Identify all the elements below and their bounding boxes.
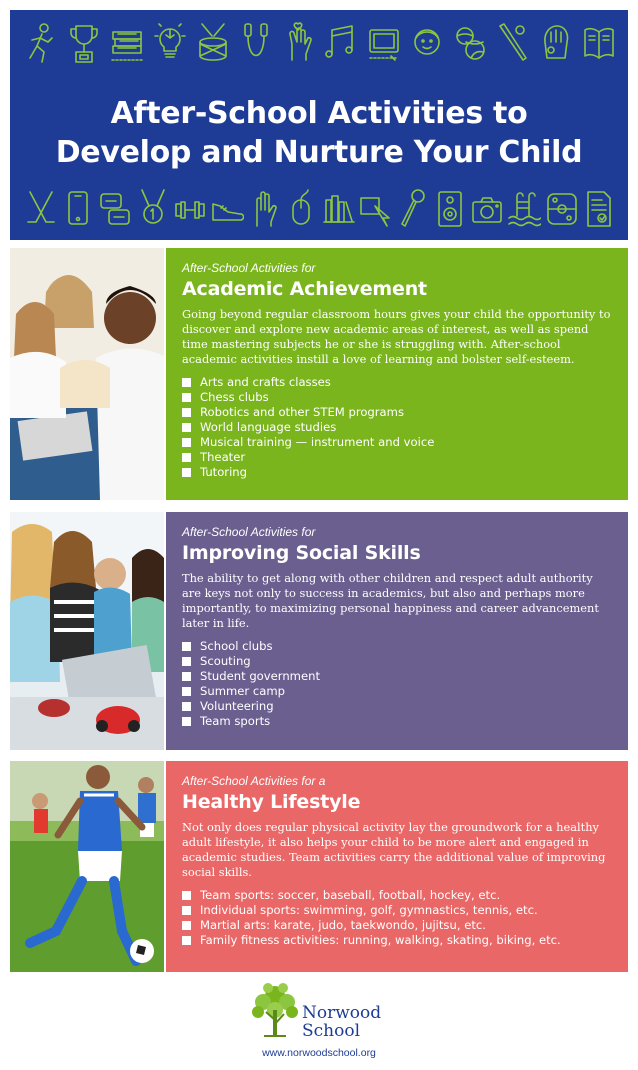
pointer-icon bbox=[359, 186, 393, 232]
list-item: Volunteering bbox=[182, 699, 614, 714]
academic-achievement-panel bbox=[166, 248, 628, 500]
music-notes-icon bbox=[324, 20, 358, 66]
activity-list bbox=[182, 639, 614, 729]
section-heading: Academic Achievement bbox=[182, 278, 427, 300]
list-item: Summer camp bbox=[182, 684, 614, 699]
certificate-icon bbox=[582, 186, 616, 232]
activity-list bbox=[182, 375, 614, 480]
list-item: Theater bbox=[182, 450, 614, 465]
title-line-1: After-School Activities to bbox=[110, 96, 528, 131]
section-eyebrow: After-School Activities for bbox=[182, 261, 316, 275]
raised-hand-icon bbox=[247, 186, 281, 232]
books-icon bbox=[110, 20, 144, 66]
list-item: Arts and crafts classes bbox=[182, 375, 614, 390]
section-body: Not only does regular physical activity lay the groundwork for a healthy adult lifestyle, it also helps your child to be more alert and engaged in academic studies. Team activities carry the additional value of improving social skills. bbox=[182, 820, 606, 879]
brand-name bbox=[302, 1004, 381, 1040]
drum-icon bbox=[196, 20, 230, 66]
section-body: The ability to get along with other children and respect adult authority are keys not only to success in academics, but also and perhaps more importantly, to maximizing personal happiness and career advancement later in life. bbox=[182, 571, 599, 630]
list-item: Chess clubs bbox=[182, 390, 614, 405]
medals-icon bbox=[136, 186, 170, 232]
list-item: Team sports bbox=[182, 714, 614, 729]
hockey-sticks-icon bbox=[24, 186, 58, 232]
list-item: School clubs bbox=[182, 639, 614, 654]
list-item: Robotics and other STEM programs bbox=[182, 405, 614, 420]
section-academic-achievement bbox=[10, 248, 628, 500]
student-face-icon bbox=[410, 20, 444, 66]
speaker-icon bbox=[433, 186, 467, 232]
lightbulb-icon bbox=[153, 20, 187, 66]
tablet-icon bbox=[367, 20, 401, 66]
list-item: Team sports: soccer, baseball, football, hockey, etc. bbox=[182, 888, 614, 903]
section-healthy-lifestyle bbox=[10, 761, 628, 972]
list-item: Martial arts: karate, judo, taekwondo, jujitsu, etc. bbox=[182, 918, 614, 933]
section-heading: Healthy Lifestyle bbox=[182, 791, 361, 813]
header-banner bbox=[10, 10, 628, 240]
norwood-school-logo bbox=[250, 980, 400, 1042]
social-skills-panel bbox=[166, 512, 628, 750]
section-social-skills bbox=[10, 512, 628, 750]
list-item: Musical training — instrument and voice bbox=[182, 435, 614, 450]
balls-icon bbox=[453, 20, 487, 66]
classroom-photo bbox=[10, 248, 164, 500]
bookshelf-icon bbox=[322, 186, 356, 232]
top-icon-row bbox=[24, 20, 616, 66]
list-item: World language studies bbox=[182, 420, 614, 435]
glove-icon bbox=[539, 20, 573, 66]
list-item: Scouting bbox=[182, 654, 614, 669]
list-item: Student government bbox=[182, 669, 614, 684]
sneaker-icon bbox=[210, 186, 244, 232]
trophy-icon bbox=[67, 20, 101, 66]
book-icon bbox=[582, 20, 616, 66]
jump-rope-icon bbox=[239, 20, 273, 66]
phone-icon bbox=[61, 186, 95, 232]
baseball-bat-icon bbox=[496, 20, 530, 66]
soccer-photo bbox=[10, 761, 164, 972]
chat-icon bbox=[98, 186, 132, 232]
list-item: Individual sports: swimming, golf, gymnastics, tennis, etc. bbox=[182, 903, 614, 918]
page-title bbox=[10, 94, 628, 172]
brand-line-2: School bbox=[302, 1021, 361, 1041]
swimming-pool-icon bbox=[507, 186, 541, 232]
mouse-icon bbox=[284, 186, 318, 232]
activity-list bbox=[182, 888, 614, 948]
robotics-photo bbox=[10, 512, 164, 750]
hockey-rink-icon bbox=[545, 186, 579, 232]
dumbbell-icon bbox=[173, 186, 207, 232]
section-eyebrow: After-School Activities for a bbox=[182, 774, 326, 788]
brand-line-1: Norwood bbox=[302, 1003, 382, 1023]
section-body: Going beyond regular classroom hours gives your child the opportunity to discover and explore new academic areas of interest, as well as spend time mastering subjects he or she is struggling with. After-school academic activities instill a love of learning and bolster self-esteem. bbox=[182, 307, 611, 366]
section-heading: Improving Social Skills bbox=[182, 542, 421, 564]
list-item: Family fitness activities: running, walking, skating, biking, etc. bbox=[182, 933, 614, 948]
tree-icon bbox=[250, 980, 300, 1042]
list-item: Tutoring bbox=[182, 465, 614, 480]
website-link[interactable]: www.norwoodschool.org bbox=[262, 1047, 376, 1059]
healthy-lifestyle-panel bbox=[166, 761, 628, 972]
section-eyebrow: After-School Activities for bbox=[182, 525, 316, 539]
bottom-icon-row bbox=[24, 186, 616, 232]
camera-icon bbox=[470, 186, 504, 232]
running-icon bbox=[24, 20, 58, 66]
title-line-2: Develop and Nurture Your Child bbox=[55, 135, 583, 170]
like-hand-icon bbox=[282, 20, 316, 66]
microphone-icon bbox=[396, 186, 430, 232]
